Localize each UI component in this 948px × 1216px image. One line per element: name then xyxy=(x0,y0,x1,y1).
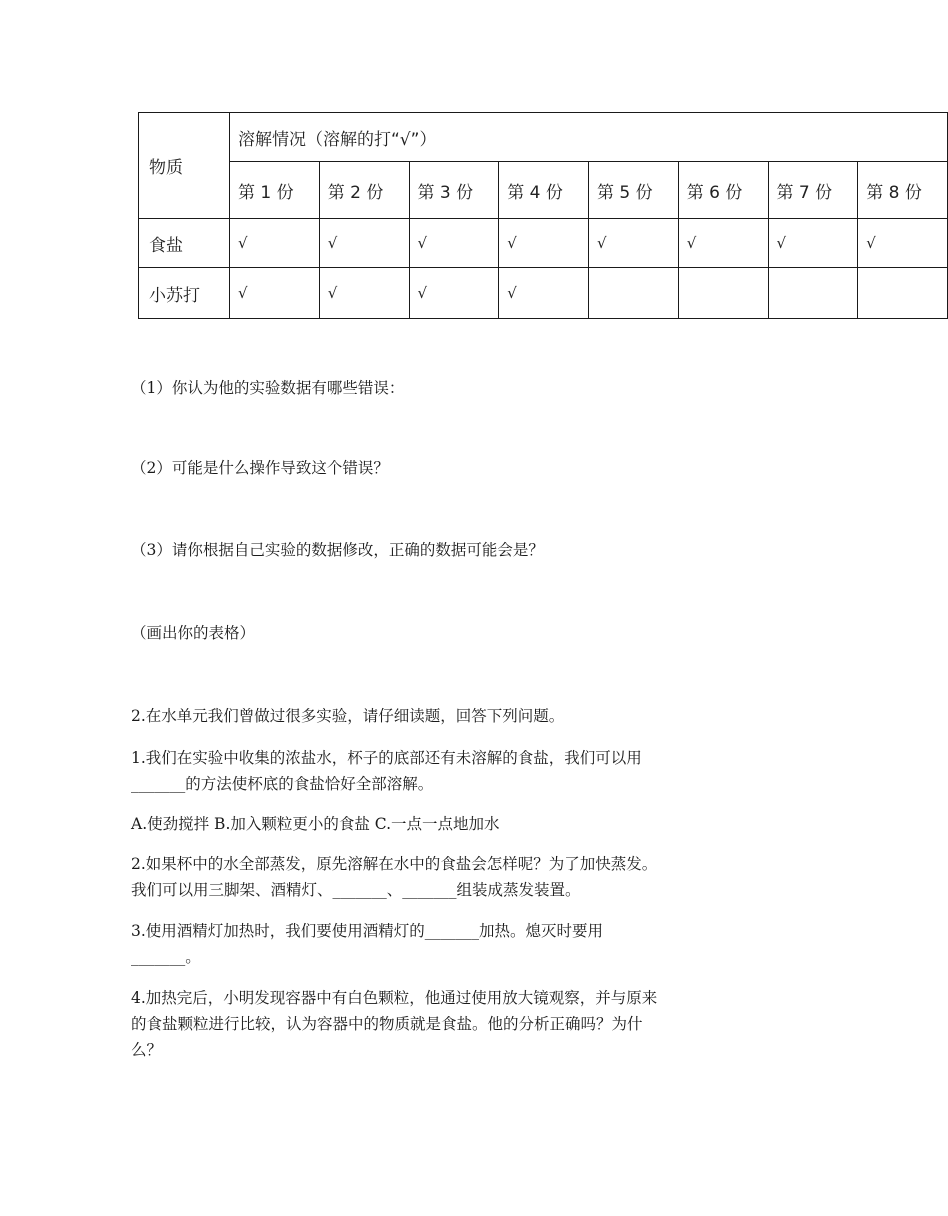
question-2: （2）可能是什么操作导致这个错误？ xyxy=(131,459,389,477)
portion-header: 第 1 份 xyxy=(230,162,320,219)
check-cell: √ xyxy=(499,219,589,268)
item-2-line-2: 我们可以用三脚架、酒精灯、_______、_______组装成蒸发装置。 xyxy=(131,881,581,899)
dissolution-table xyxy=(138,112,922,324)
check-cell: √ xyxy=(230,219,320,268)
item-2 xyxy=(131,851,721,903)
question-3-note: （画出你的表格） xyxy=(131,624,256,642)
item-4 xyxy=(131,985,721,1063)
item-3 xyxy=(131,918,721,970)
header-dissolve: 溶解情况（溶解的打“√”） xyxy=(230,113,948,162)
check-cell: √ xyxy=(768,219,858,268)
item-1-options: A.使劲搅拌 B.加入颗粒更小的食盐 C.一点一点地加水 xyxy=(131,815,500,833)
item-4-line-1: 4.加热完后，小明发现容器中有白色颗粒，他通过使用放大镜观察，并与原来 xyxy=(131,989,658,1007)
check-cell: √ xyxy=(589,219,679,268)
check-cell: √ xyxy=(678,219,768,268)
check-cell: √ xyxy=(858,219,948,268)
check-cell xyxy=(589,268,679,319)
portion-header: 第 3 份 xyxy=(409,162,499,219)
check-cell xyxy=(678,268,768,319)
question-3: （3）请你根据自己实验的数据修改，正确的数据可能会是？ xyxy=(131,541,544,559)
table-row-salt xyxy=(139,219,948,268)
row-label-baking-soda: 小苏打 xyxy=(139,268,230,319)
dissolution-grid xyxy=(138,112,948,319)
item-3-line-1: 3.使用酒精灯加热时，我们要使用酒精灯的_______加热。熄灭时要用 xyxy=(131,922,604,940)
item-1-line-1: 1.我们在实验中收集的浓盐水，杯子的底部还有未溶解的食盐，我们可以用 xyxy=(131,749,642,767)
item-1 xyxy=(131,745,721,797)
check-cell: √ xyxy=(319,268,409,319)
check-cell: √ xyxy=(499,268,589,319)
portion-header: 第 4 份 xyxy=(499,162,589,219)
row-label-salt: 食盐 xyxy=(139,219,230,268)
check-cell: √ xyxy=(319,219,409,268)
portion-header: 第 6 份 xyxy=(678,162,768,219)
header-substance: 物质 xyxy=(139,113,230,219)
item-3-line-2: _______。 xyxy=(131,948,201,966)
check-cell xyxy=(768,268,858,319)
portion-header: 第 2 份 xyxy=(319,162,409,219)
item-1-line-2: _______的方法使杯底的食盐恰好全部溶解。 xyxy=(131,775,434,793)
portion-header: 第 5 份 xyxy=(589,162,679,219)
check-cell: √ xyxy=(409,219,499,268)
portion-header: 第 8 份 xyxy=(858,162,948,219)
check-cell xyxy=(858,268,948,319)
item-4-line-2: 的食盐颗粒进行比较，认为容器中的物质就是食盐。他的分析正确吗？为什 xyxy=(131,1015,643,1033)
section-2-title: 2.在水单元我们曾做过很多实验，请仔细读题，回答下列问题。 xyxy=(131,707,565,725)
table-row-baking-soda xyxy=(139,268,948,319)
check-cell: √ xyxy=(230,268,320,319)
item-4-line-3: 么？ xyxy=(131,1041,163,1059)
item-2-line-1: 2.如果杯中的水全部蒸发，原先溶解在水中的食盐会怎样呢？为了加快蒸发。 xyxy=(131,855,658,873)
check-cell: √ xyxy=(409,268,499,319)
question-1: （1）你认为他的实验数据有哪些错误： xyxy=(131,379,405,397)
portion-header: 第 7 份 xyxy=(768,162,858,219)
